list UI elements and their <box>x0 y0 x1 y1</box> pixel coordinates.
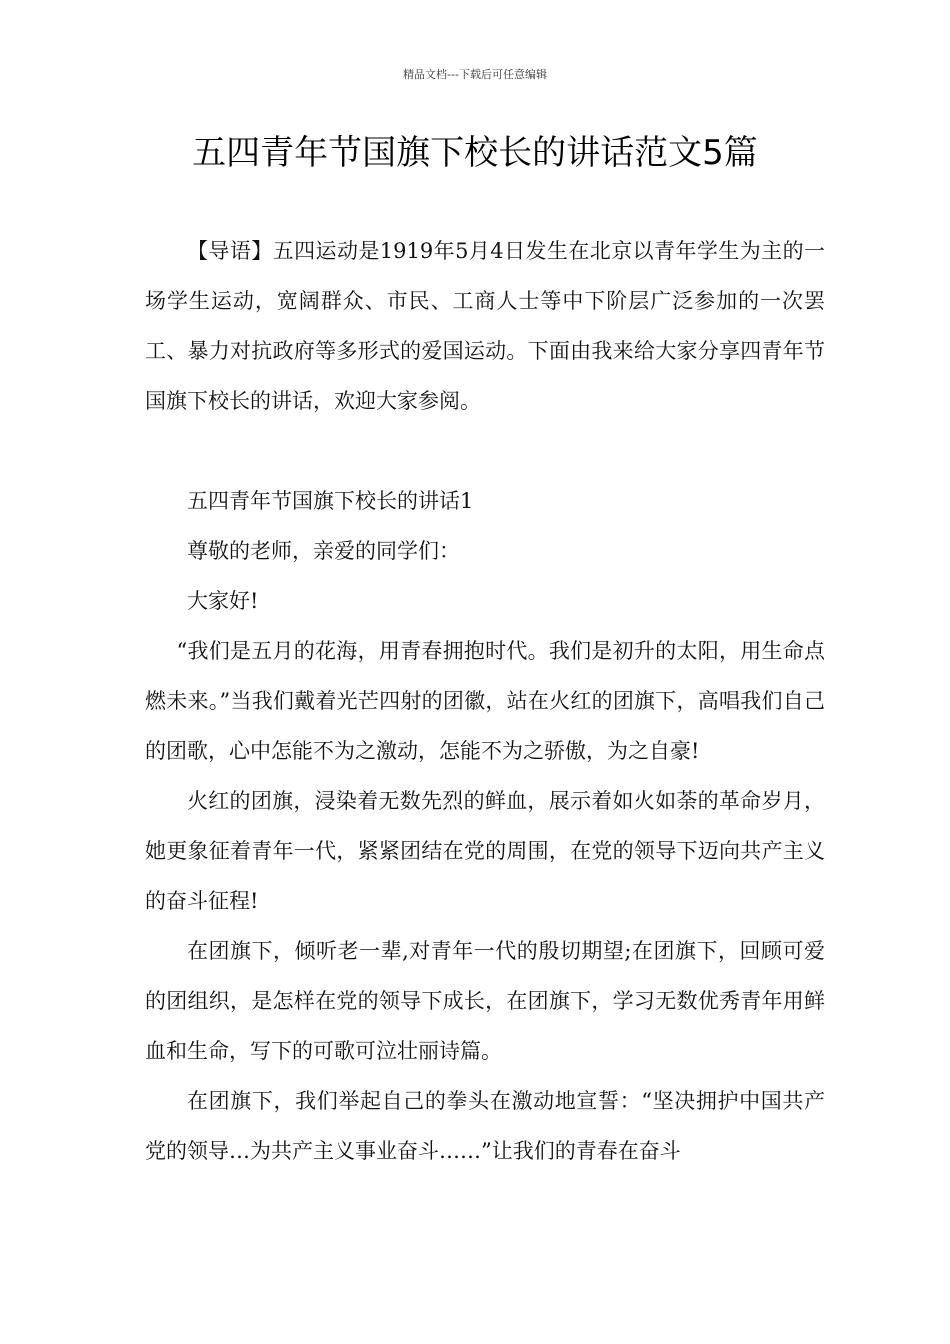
paragraph-gap <box>145 426 825 476</box>
salutation: 尊敬的老师，亲爱的同学们： <box>187 539 460 563</box>
section-title: 五四青年节国旗下校长的讲话1 <box>187 489 474 513</box>
body-paragraph: “我们是五月的花海，用青春拥抱时代。我们是初升的太阳，用生命点燃未来。”当我们戴着光芒四射的团徽，站在火红的团旗下，高唱我们自己的团歌，心中怎能不为之激动，怎能不为之骄傲，为之自豪! <box>145 639 825 763</box>
greeting: 大家好! <box>187 589 259 613</box>
body-paragraph: 在团旗下，我们举起自己的拳头在激动地宣誓：“坚决拥护中国共产党的领导…为共产主义事业奋斗……”让我们的青春在奋斗 <box>145 1089 825 1163</box>
body-paragraph: 火红的团旗，浸染着无数先烈的鲜血，展示着如火如荼的革命岁月，她更象征着青年一代，紧紧团结在党的周围，在党的领导下迈向共产主义的奋斗征程! <box>145 789 825 913</box>
body-paragraph: 在团旗下，倾听老一辈,对青年一代的殷切期望;在团旗下，回顾可爱的团组织，是怎样在党的领导下成长，在团旗下，学习无数优秀青年用鲜血和生命，写下的可歌可泣壮丽诗篇。 <box>145 939 825 1063</box>
document-body <box>145 226 825 1176</box>
intro-paragraph: 【导语】五四运动是1919年5月4日发生在北京以青年学生为主的一场学生运动，宽阔群众、市民、工商人士等中下阶层广泛参加的一次罢工、暴力对抗政府等多形式的爱国运动。下面由我来给大家分享四青年节国旗下校长的讲话，欢迎大家参阅。 <box>145 239 825 413</box>
header-note: 精品文档---下载后可任意编辑 <box>403 68 547 81</box>
document-title: 五四青年节国旗下校长的讲话范文5篇 <box>192 133 758 173</box>
